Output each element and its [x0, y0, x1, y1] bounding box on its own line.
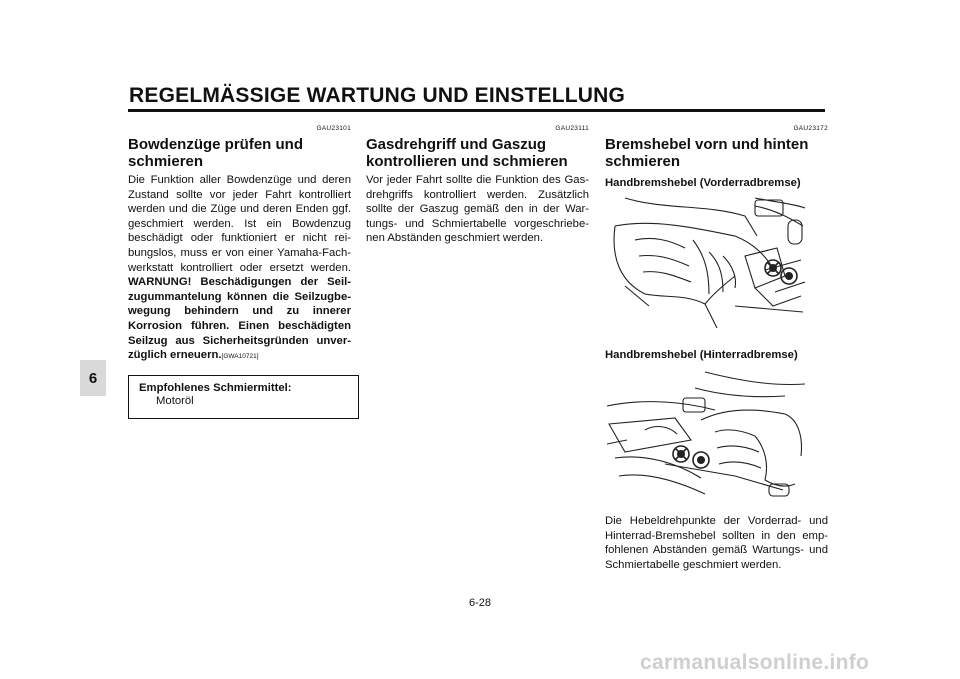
- rear-brake-lever-illustration: [605, 368, 805, 506]
- section-code: GAU23172: [793, 125, 828, 132]
- subheading-front-brake: Handbremshebel (Vorderradbremse): [605, 177, 801, 189]
- section-throttle: [366, 125, 589, 246]
- section-body: [128, 173, 351, 365]
- section-heading: Bremshebel vorn und hinten schmieren: [605, 136, 809, 170]
- section-code: GAU23101: [316, 125, 351, 132]
- header-rule: [128, 109, 825, 112]
- section-code: GAU23111: [555, 125, 589, 132]
- section-brake-levers: [605, 125, 828, 572]
- front-brake-lever-illustration: [605, 196, 805, 334]
- watermark: carmanualsonline.info: [640, 651, 870, 674]
- section-cables: [128, 125, 351, 419]
- subheading-rear-brake: Handbremshebel (Hinterradbremse): [605, 349, 798, 361]
- section-heading: Gasdrehgriff und Gaszug kontrollieren und schmieren: [366, 136, 568, 170]
- lubricant-title: Empfohlenes Schmiermittel:: [139, 381, 292, 394]
- chapter-tab: 6: [80, 360, 106, 396]
- section-body: Die Hebeldrehpunkte der Vorderrad- und Hinterrad-Bremshebel sollten in den emp-fohlenen Abständen gemäß Wartungs- und Schmiertabelle geschmiert werden.: [605, 515, 828, 571]
- lubricant-value: Motoröl: [156, 394, 194, 407]
- warning-code: [GWA10721]: [221, 353, 259, 361]
- page-title: REGELMÄSSIGE WARTUNG UND EINSTELLUNG: [129, 84, 626, 107]
- page-number: 6-28: [468, 597, 492, 609]
- lubricant-box: [128, 375, 359, 419]
- body-text: Die Funktion aller Bowdenzüge und deren Zustand sollte vor jeder Fahrt kontrolliert werden und die Züge und deren Enden ggf. geschmiert werden. Ist ein Bowdenzug beschädigt oder funktioniert er nicht rei-bungslos, muss er von einer Yamaha-Fach-werkstatt kontrolliert oder ersetzt werden.: [128, 174, 351, 274]
- warning-text: WARNUNG! Beschädigungen der Seil-zugummantelung können die Seilzugbe-wegung behindern und zu innerer Korrosion führen. Einen beschädigten Seilzug aus Sicherheitsgründen unver-züglich erneuern.: [128, 276, 351, 362]
- section-heading: Bowdenzüge prüfen und schmieren: [128, 136, 303, 170]
- section-body: Vor jeder Fahrt sollte die Funktion des Gas-drehgriffs kontrolliert werden. Zusätzlich sollte der Gaszug gemäß den in der War-tungs- und Schmiertabelle vorgeschriebe-nen Abständen geschmiert werden.: [366, 174, 589, 245]
